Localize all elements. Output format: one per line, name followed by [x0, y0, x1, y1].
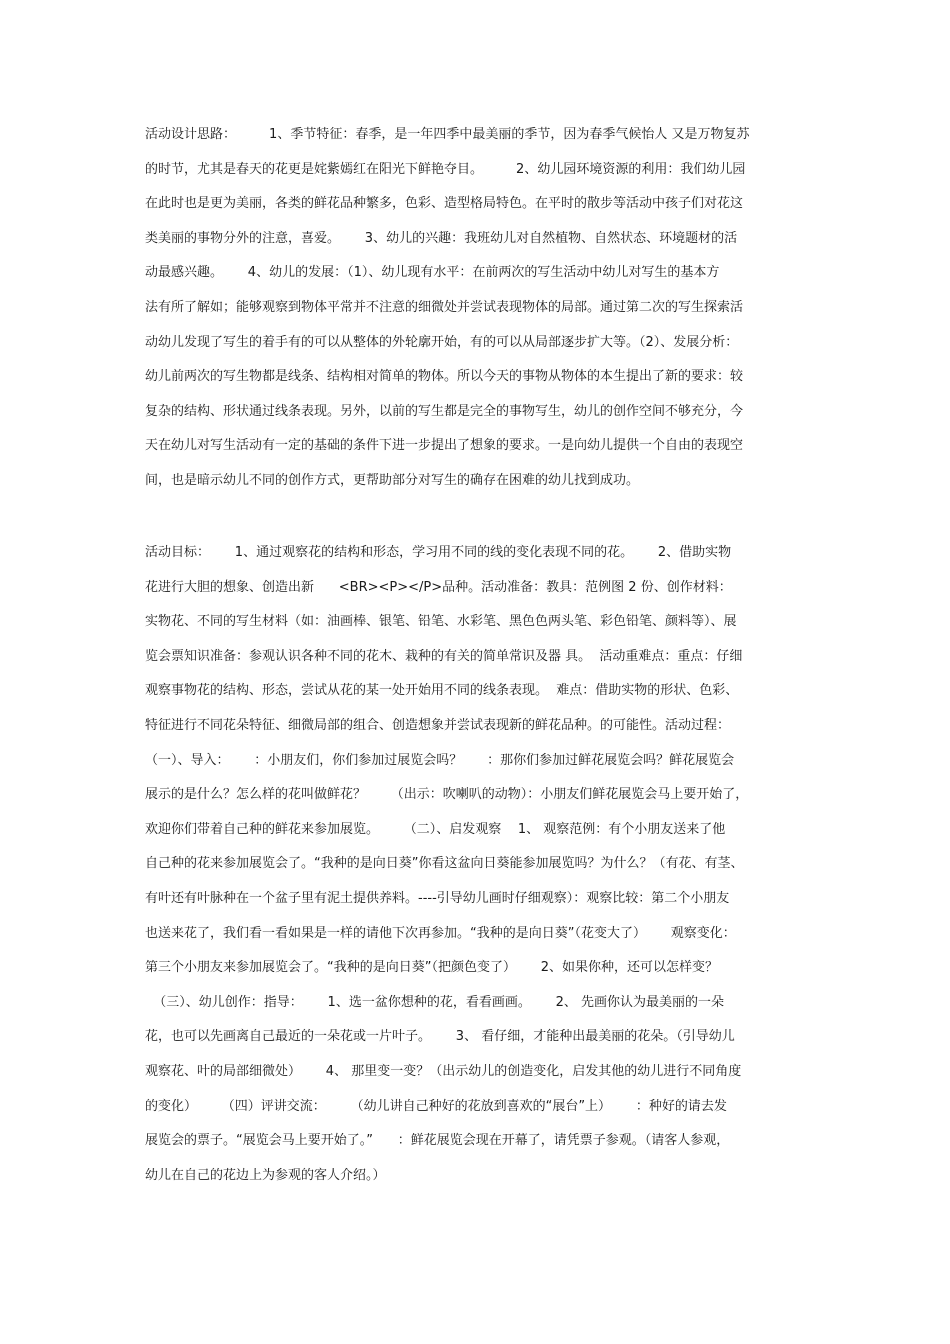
text-line: 在此时也是更为美丽，各类的鲜花品种繁多，色彩、造型格局特色。在平时的散步等活动中孩子们对花这: [145, 196, 744, 212]
text-line: 动最感兴趣。 4、幼儿的发展：（1）、幼儿现有水平：在前两次的写生活动中幼儿对写生的基本方: [145, 265, 720, 281]
text-line: （三）、幼儿创作：指导： 1、选一盆你想种的花，看看画画。 2、 先画你认为最美丽的一朵: [145, 994, 725, 1010]
text-line: 实物花、不同的写生材料（如：油画棒、银笔、铅笔、水彩笔、黑色色两头笔、彩色铅笔、颜料等）、展: [145, 614, 737, 630]
text-line: 展览会的票子。“展览会马上要开始了。” ：鲜花展览会现在开幕了，请凭票子参观。（请客人参观，: [145, 1133, 730, 1149]
text-line: 复杂的结构、形状通过线条表现。另外，以前的写生都是完全的事物写生，幼儿的创作空间不够充分，今: [145, 403, 744, 419]
text-line: 自己种的花来参加展览会了。“我种的是向日葵”你看这盆向日葵能参加展览吗？为什么？（有花、有茎、: [145, 856, 744, 872]
text-line: 类美丽的事物分外的注意，喜爱。 3、幼儿的兴趣：我班幼儿对自然植物、自然状态、环境题材的活: [145, 230, 738, 246]
text-line: 的时节，尤其是春天的花更是姹紫嫣红在阳光下鲜艳夺目。 2、幼儿园环境资源的利用：我们幼儿园: [145, 161, 746, 177]
text-line: 花，也可以先画离自己最近的一朵花或一片叶子。 3、 看仔细，才能种出最美丽的花朵。（引导幼儿: [145, 1029, 735, 1045]
text-line: 花进行大胆的想象、创造出新 <BR><P></P>品种。活动准备：教具：范例图 2 份、创作材料：: [145, 579, 732, 595]
text-line: 观察事物花的结构、形态，尝试从花的某一处开始用不同的线条表现。 难点：借助实物的形状、色彩、: [145, 683, 739, 699]
text-line: 欢迎你们带着自己种的鲜花来参加展览。 （二）、启发观察 1、 观察范例：有个小朋友送来了他: [145, 821, 726, 837]
paragraph-activity-plan: [145, 536, 815, 1193]
text-line: 观察花、叶的局部细微处） 4、 那里变一变？（出示幼儿的创造变化，启发其他的幼儿进行不同角度: [145, 1063, 742, 1079]
text-line: 法有所了解如；能够观察到物体平常并不注意的细微处并尝试表现物体的局部。通过第二次的写生探索活: [145, 299, 744, 315]
text-line: 特征进行不同花朵特征、细微局部的组合、创造想象并尝试表现新的鲜花品种。的可能性。活动过程：: [145, 717, 731, 733]
text-line: 幼儿前两次的写生物都是线条、结构相对简单的物体。所以今天的事物从物体的本生提出了新的要求：较: [145, 369, 744, 385]
text-line: 天在幼儿对写生活动有一定的基础的条件下进一步提出了想象的要求。一是向幼儿提供一个自由的表现空: [145, 438, 744, 454]
text-line: 的变化） （四）评讲交流： （幼儿讲自己种好的花放到喜欢的“展台”上） ：种好的请去发: [145, 1098, 727, 1114]
text-line: 活动目标： 1、通过观察花的结构和形态，学习用不同的线的变化表现不同的花。 2、借助实物: [145, 545, 732, 560]
text-line: 活动设计思路： 1、季节特征：春季，是一年四季中最美丽的季节，因为春季气候怡人 又是万物复苏: [145, 127, 750, 142]
text-line: 展示的是什么？怎么样的花叫做鲜花？ （出示：吹喇叭的动物）：小朋友们鲜花展览会马上要开始了，: [145, 787, 749, 803]
text-line: 览会票知识准备：参观认识各种不同的花木、栽种的有关的简单常识及器 具。 活动重难点：重点：仔细: [145, 648, 743, 664]
text-line: 间，也是暗示幼儿不同的创作方式，更帮助部分对写生的确存在困难的幼儿找到成功。: [145, 472, 640, 488]
text-line: 动幼儿发现了写生的着手有的可以从整体的外轮廓开始，有的可以从局部逐步扩大等。（2）、发展分析：: [145, 334, 739, 350]
text-line: 有叶还有叶脉种在一个盆子里有泥土提供养料。----引导幼儿画时仔细观察）：观察比较：第二个小朋友: [145, 890, 730, 906]
text-line: 幼儿在自己的花边上为参观的客人介绍。）: [145, 1167, 386, 1183]
text-line: （一）、导入： ：小朋友们，你们参加过展览会吗？ ：那你们参加过鲜花展览会吗？鲜花展览会: [145, 752, 735, 768]
text-line: 第三个小朋友来参加展览会了。“我种的是向日葵”（把颜色变了） 2、如果你种，还可以怎样变？: [145, 960, 719, 976]
text-line: 也送来花了，我们看一看如果是一样的请他下次再参加。“我种的是向日葵”（花变大了） 观察变化：: [145, 925, 736, 941]
paragraph-design-ideas: [145, 118, 815, 499]
